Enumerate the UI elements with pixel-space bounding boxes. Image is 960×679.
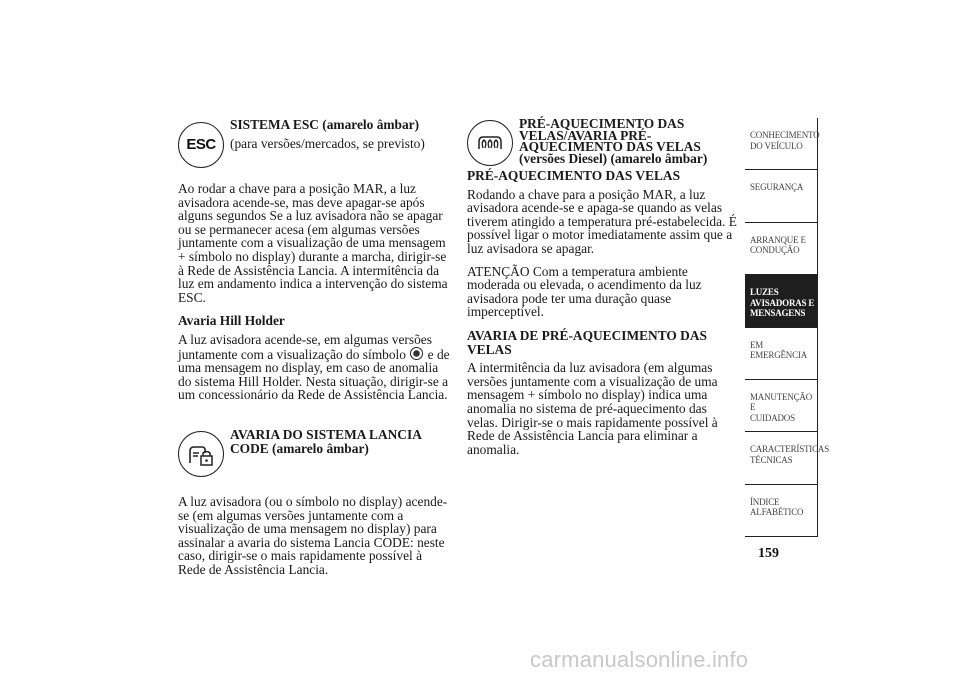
chapter-tabs — [745, 118, 830, 537]
lancia-code-title: AVARIA DO SISTEMA LANCIA CODE (amarelo âmbar) — [230, 426, 422, 456]
hill-holder-title: Avaria Hill Holder — [178, 313, 285, 329]
glow-fault-body: A intermitência da luz avisadora (em algumas versões juntamente com a visualização de uma mensagem + símbolo no display) indica uma anomalia no sistema de pré-aquecimento das velas. Dirigir-se o mais rapidamente possível à Rede de Assistência Lancia para eliminar a anomalia. — [467, 360, 718, 457]
page-number: 159 — [758, 546, 779, 561]
tab-conhecimento[interactable]: CONHECIMENTO DO VEÍCULO — [745, 118, 818, 170]
esc-section-header — [178, 118, 450, 168]
esc-subtitle: (para versões/mercados, se previsto) — [230, 135, 425, 151]
left-column — [178, 118, 450, 576]
lancia-code-icon — [178, 431, 224, 477]
watermark: carmanualsonline.info — [530, 647, 749, 672]
hill-holder-body: A luz avisadora acende-se, em algumas versões juntamente com a visualização do símbolo e de uma mensagem no display, em caso de anomalia do sistema Hill Holder. Nesta situação, dirigir-se a um concessionário da Rede de Assistência Lancia. — [178, 331, 450, 403]
glow-fault-title: AVARIA DE PRÉ-AQUECIMENTO DAS VELAS — [467, 327, 707, 357]
esc-icon: ESC — [178, 122, 224, 168]
esc-body: Ao rodar a chave para a posição MAR, a luz avisadora acende-se, mas deve apagar-se após alguns segundos Se a luz avisadora não se apagar ou se permanecer acesa (em algumas versões juntamente com a visualização de uma mensagem + símbolo no display) durante a marcha, dirigir-se à Rede de Assistência Lancia. A intermitência da luz em andamento indica a intervenção do sistema ESC. — [178, 181, 448, 305]
hill-holder-icon — [410, 347, 423, 360]
lancia-code-section-header — [178, 428, 450, 477]
tab-arranque[interactable]: ARRANQUE E CONDUÇÃO — [745, 223, 818, 275]
tab-manutencao[interactable]: MANUTENÇÃO E CUIDADOS — [745, 380, 818, 432]
glow-plug-icon — [467, 120, 513, 166]
tab-emergencia[interactable]: EM EMERGÊNCIA — [745, 328, 818, 380]
glow-plug-body: Rodando a chave para a posição MAR, a luz avisadora acende-se e apaga-se quando as velas tiverem atingido a temperatura pré-estabelecida. É possível ligar o motor imediatamente assim que a luz avisadora se apagar. — [467, 186, 737, 256]
lancia-code-body: A luz avisadora (ou o símbolo no display) acende-se (em algumas versões juntamente com a visualização de uma mensagem no display) para assinalar a avaria do sistema Lancia CODE: neste caso, dirigir-se o mais rapidamente possível à Rede de Assistência Lancia. — [178, 493, 448, 577]
right-column — [467, 118, 739, 456]
esc-title: SISTEMA ESC (amarelo âmbar) — [230, 117, 420, 132]
glow-plug-note: ATENÇÃO Com a temperatura ambiente moderada ou elevada, o acendimento da luz avisadora pode ter uma duração quase imperceptível. — [467, 263, 702, 320]
glow-plug-title: PRÉ-AQUECIMENTO DAS VELAS/AVARIA PRÉ-AQUECIMENTO DAS VELAS (versões Diesel) (amarelo âmbar) — [519, 116, 708, 166]
tab-indice[interactable]: ÍNDICE ALFABÉTICO — [745, 485, 818, 537]
glow-plug-section-header — [467, 118, 739, 166]
tab-luzes-avisadoras[interactable]: LUZES AVISADORAS E MENSAGENS — [745, 275, 818, 327]
glow-plug-subtitle: PRÉ-AQUECIMENTO DAS VELAS — [467, 168, 681, 183]
tab-seguranca[interactable]: SEGURANÇA — [745, 170, 818, 222]
tab-caracteristicas[interactable]: CARACTERÍSTICAS TÉCNICAS — [745, 432, 818, 484]
